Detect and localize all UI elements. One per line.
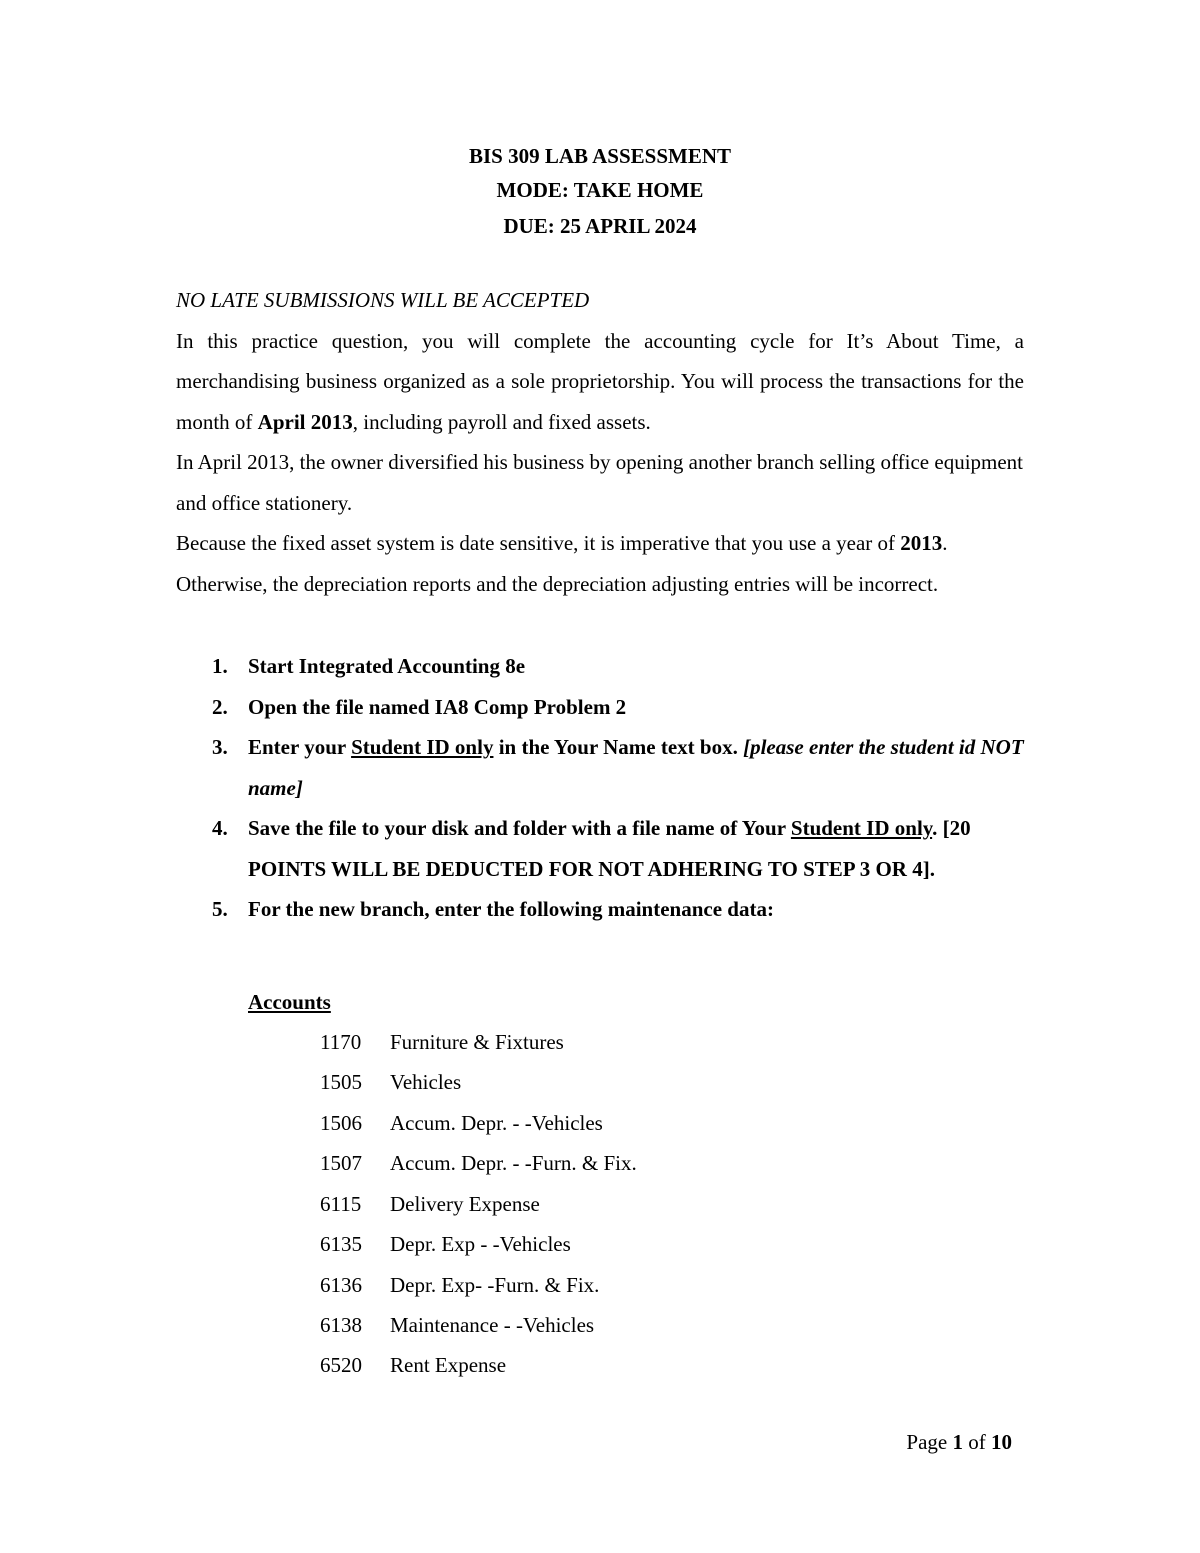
current-page: 1 — [952, 1430, 963, 1454]
step-2-text: Open the file named IA8 Comp Problem 2 — [248, 694, 627, 719]
intro-p1-text: In this practice question, you will complete the accounting cycle for It’s About Time, a merchandising business organized as a sole proprietorship. You will process the transactions for the month of — [176, 328, 1024, 434]
account-name: Vehicles — [390, 1070, 462, 1094]
step-4 — [176, 808, 1024, 889]
step-4-number: 4. — [212, 816, 228, 840]
intro-paragraph-3 — [176, 523, 1024, 564]
step-3-number: 3. — [212, 735, 228, 759]
account-name: Accum. Depr. - -Furn. & Fix. — [390, 1151, 637, 1175]
title-line-mode: MODE: TAKE HOME — [496, 178, 704, 202]
intro-section — [176, 280, 1024, 604]
intro-p3-bold: 2013 — [900, 531, 943, 555]
step-1 — [176, 646, 1024, 687]
step-3-underlined: Student ID only — [351, 735, 494, 759]
steps-list — [176, 646, 1024, 930]
late-submission-warning: NO LATE SUBMISSIONS WILL BE ACCEPTED — [176, 288, 590, 312]
account-name: Accum. Depr. - -Vehicles — [390, 1111, 603, 1135]
step-3-text-b: in the Your Name text box. — [493, 735, 744, 759]
account-number: 1505 — [320, 1070, 362, 1094]
account-name: Delivery Expense — [390, 1192, 540, 1216]
title-line-course: BIS 309 LAB ASSESSMENT — [468, 144, 732, 168]
step-2-number: 2. — [212, 694, 228, 719]
step-4-text-b: . [20 POINTS WILL BE DEDUCTED FOR NOT ADHERING TO STEP 3 OR 4]. — [248, 816, 971, 881]
intro-p1-bold: April 2013 — [257, 409, 353, 434]
step-1-number: 1. — [212, 654, 228, 678]
step-3-text: Enter your — [248, 735, 352, 759]
account-number: 6520 — [320, 1353, 362, 1377]
intro-p3-text: Because the fixed asset system is date sensitive, it is imperative that you use a year of — [176, 531, 901, 555]
account-number: 1506 — [320, 1111, 362, 1135]
step-1-text: Start Integrated Accounting 8e — [248, 654, 526, 678]
page-label: Page — [906, 1430, 953, 1454]
step-3 — [176, 727, 1024, 808]
account-number: 6115 — [320, 1192, 362, 1216]
intro-p3-tail: . — [942, 531, 948, 555]
step-4-underlined: Student ID only — [790, 816, 933, 840]
step-5-text: For the new branch, enter the following maintenance data: — [248, 897, 774, 921]
account-name: Depr. Exp- -Furn. & Fix. — [390, 1273, 600, 1297]
account-name: Maintenance - -Vehicles — [390, 1313, 595, 1337]
step-5-number: 5. — [212, 897, 228, 921]
account-number: 1507 — [320, 1151, 362, 1175]
account-number: 6135 — [320, 1232, 362, 1256]
intro-paragraph-2: In April 2013, the owner diversified his business by opening another branch selling office equipment and office stationery. — [176, 450, 1024, 515]
account-name: Depr. Exp - -Vehicles — [390, 1232, 571, 1256]
intro-paragraph-4: Otherwise, the depreciation reports and the depreciation adjusting entries will be incorrect. — [176, 571, 939, 596]
total-pages: 10 — [991, 1430, 1012, 1454]
title-line-due: DUE: 25 APRIL 2024 — [503, 214, 697, 238]
intro-p1-tail: , including payroll and fixed assets. — [352, 409, 651, 434]
step-2 — [176, 687, 1024, 728]
of-label: of — [963, 1430, 991, 1454]
intro-paragraph-1 — [176, 321, 1024, 443]
account-name: Furniture & Fixtures — [390, 1030, 564, 1054]
accounts-heading: Accounts — [248, 990, 331, 1014]
account-name: Rent Expense — [390, 1353, 507, 1377]
account-number: 6136 — [320, 1273, 362, 1297]
step-3-italic-note: [please enter the student id NOT name] — [248, 735, 1024, 800]
account-number: 1170 — [320, 1030, 362, 1054]
step-5 — [176, 889, 1024, 930]
account-number: 6138 — [320, 1313, 362, 1337]
page-number — [906, 1430, 1012, 1455]
step-4-text: Save the file to your disk and folder with a file name of Your — [248, 816, 791, 840]
